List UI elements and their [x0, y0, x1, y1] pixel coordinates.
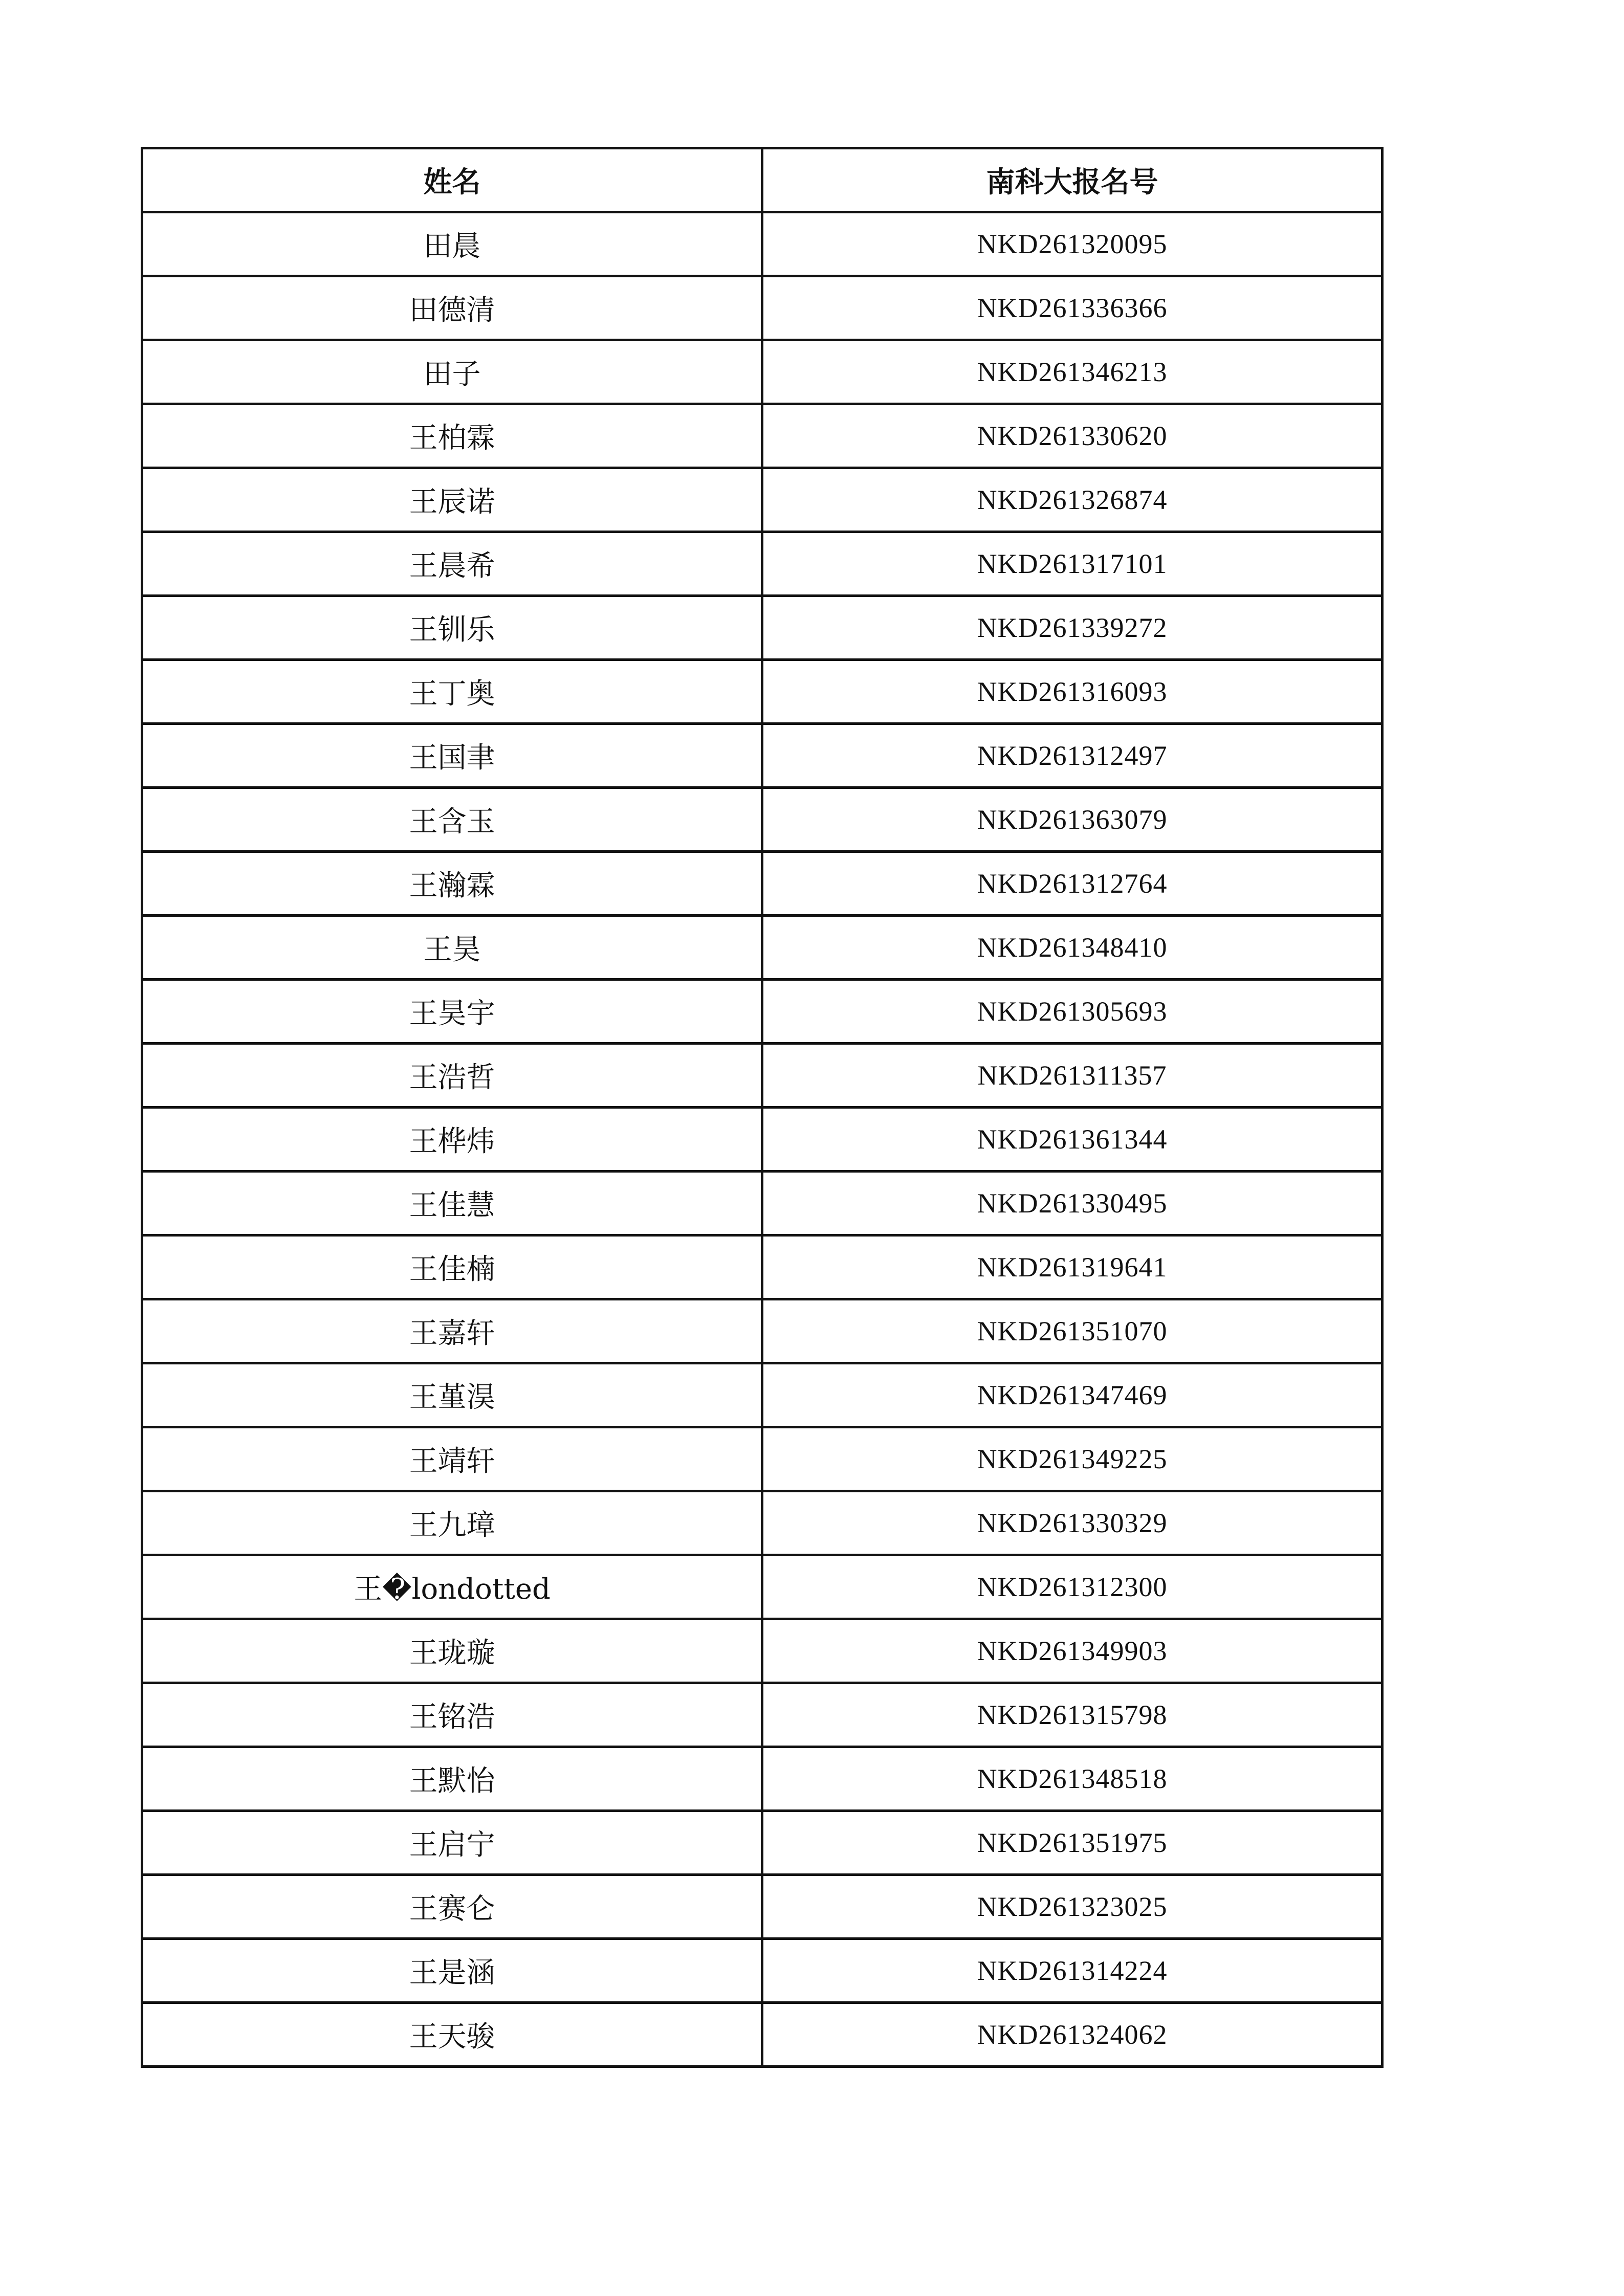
- table-row: [142, 468, 1382, 532]
- cell-registration-no: NKD261314224: [762, 1939, 1382, 2003]
- table-row: [142, 1555, 1382, 1619]
- table-row: [142, 1044, 1382, 1108]
- cell-registration-no: NKD261312497: [762, 724, 1382, 788]
- cell-registration-no: NKD261324062: [762, 2003, 1382, 2067]
- cell-registration-no: NKD261336366: [762, 276, 1382, 340]
- cell-name: 王瀚霖: [142, 852, 762, 916]
- cell-registration-no: NKD261348410: [762, 916, 1382, 980]
- cell-name: 王柏霖: [142, 404, 762, 468]
- table-row: [142, 1619, 1382, 1683]
- cell-registration-no: NKD261312764: [762, 852, 1382, 916]
- cell-name: 王九璋: [142, 1491, 762, 1555]
- column-header-registration-no: 南科大报名号: [762, 148, 1382, 212]
- table-row: [142, 980, 1382, 1044]
- table-row: [142, 1491, 1382, 1555]
- cell-registration-no: NKD261323025: [762, 1875, 1382, 1939]
- cell-name: 王晨希: [142, 532, 762, 596]
- table-row: [142, 212, 1382, 276]
- cell-name: 王赛仑: [142, 1875, 762, 1939]
- cell-registration-no: NKD261316093: [762, 660, 1382, 724]
- cell-name: 王天骏: [142, 2003, 762, 2067]
- table-row: [142, 788, 1382, 852]
- cell-registration-no: NKD261305693: [762, 980, 1382, 1044]
- cell-registration-no: NKD261320095: [762, 212, 1382, 276]
- table-row: [142, 276, 1382, 340]
- cell-registration-no: NKD261312300: [762, 1555, 1382, 1619]
- table-row: [142, 916, 1382, 980]
- cell-name: 王�londotted: [142, 1555, 762, 1619]
- cell-name: 田德清: [142, 276, 762, 340]
- cell-name: 王国聿: [142, 724, 762, 788]
- cell-name: 王含玉: [142, 788, 762, 852]
- cell-name: 王嘉轩: [142, 1299, 762, 1363]
- table-row: [142, 2003, 1382, 2067]
- header-row: [142, 148, 1382, 212]
- cell-registration-no: NKD261330329: [762, 1491, 1382, 1555]
- cell-registration-no: NKD261319641: [762, 1235, 1382, 1299]
- cell-name: 王钏乐: [142, 596, 762, 660]
- cell-registration-no: NKD261351975: [762, 1811, 1382, 1875]
- cell-registration-no: NKD261349903: [762, 1619, 1382, 1683]
- table-row: [142, 340, 1382, 404]
- table-row: [142, 1235, 1382, 1299]
- table-row: [142, 1172, 1382, 1235]
- roster-table: [141, 147, 1384, 2068]
- cell-registration-no: NKD261311357: [762, 1044, 1382, 1108]
- table-row: [142, 1363, 1382, 1427]
- cell-name: 王昊: [142, 916, 762, 980]
- cell-name: 王佳慧: [142, 1172, 762, 1235]
- cell-registration-no: NKD261351070: [762, 1299, 1382, 1363]
- cell-registration-no: NKD261315798: [762, 1683, 1382, 1747]
- cell-registration-no: NKD261330620: [762, 404, 1382, 468]
- cell-registration-no: NKD261361344: [762, 1108, 1382, 1172]
- cell-name: 王启宁: [142, 1811, 762, 1875]
- cell-registration-no: NKD261349225: [762, 1427, 1382, 1491]
- cell-name: 王铭浩: [142, 1683, 762, 1747]
- table-row: [142, 1683, 1382, 1747]
- cell-name: 王靖轩: [142, 1427, 762, 1491]
- cell-registration-no: NKD261347469: [762, 1363, 1382, 1427]
- table-row: [142, 1939, 1382, 2003]
- cell-name: 王是涵: [142, 1939, 762, 2003]
- cell-registration-no: NKD261348518: [762, 1747, 1382, 1811]
- cell-name: 王堇淏: [142, 1363, 762, 1427]
- cell-name: 王默怡: [142, 1747, 762, 1811]
- cell-registration-no: NKD261330495: [762, 1172, 1382, 1235]
- table-row: [142, 404, 1382, 468]
- roster-sheet: [141, 147, 1381, 2068]
- table-row: [142, 852, 1382, 916]
- cell-name: 王浩哲: [142, 1044, 762, 1108]
- table-row: [142, 1875, 1382, 1939]
- cell-name: 田子: [142, 340, 762, 404]
- column-header-name: 姓名: [142, 148, 762, 212]
- cell-name: 王昊宇: [142, 980, 762, 1044]
- table-row: [142, 724, 1382, 788]
- table-row: [142, 1108, 1382, 1172]
- table-row: [142, 532, 1382, 596]
- cell-name: 王桦炜: [142, 1108, 762, 1172]
- table-row: [142, 596, 1382, 660]
- table-row: [142, 660, 1382, 724]
- table-row: [142, 1811, 1382, 1875]
- table-row: [142, 1427, 1382, 1491]
- cell-name: 王丁奥: [142, 660, 762, 724]
- cell-registration-no: NKD261339272: [762, 596, 1382, 660]
- table-row: [142, 1299, 1382, 1363]
- cell-name: 王辰诺: [142, 468, 762, 532]
- table-row: [142, 1747, 1382, 1811]
- cell-registration-no: NKD261317101: [762, 532, 1382, 596]
- cell-name: 王珑璇: [142, 1619, 762, 1683]
- roster-body: [142, 212, 1382, 2067]
- cell-registration-no: NKD261346213: [762, 340, 1382, 404]
- cell-name: 王佳楠: [142, 1235, 762, 1299]
- cell-registration-no: NKD261363079: [762, 788, 1382, 852]
- cell-registration-no: NKD261326874: [762, 468, 1382, 532]
- cell-name: 田晨: [142, 212, 762, 276]
